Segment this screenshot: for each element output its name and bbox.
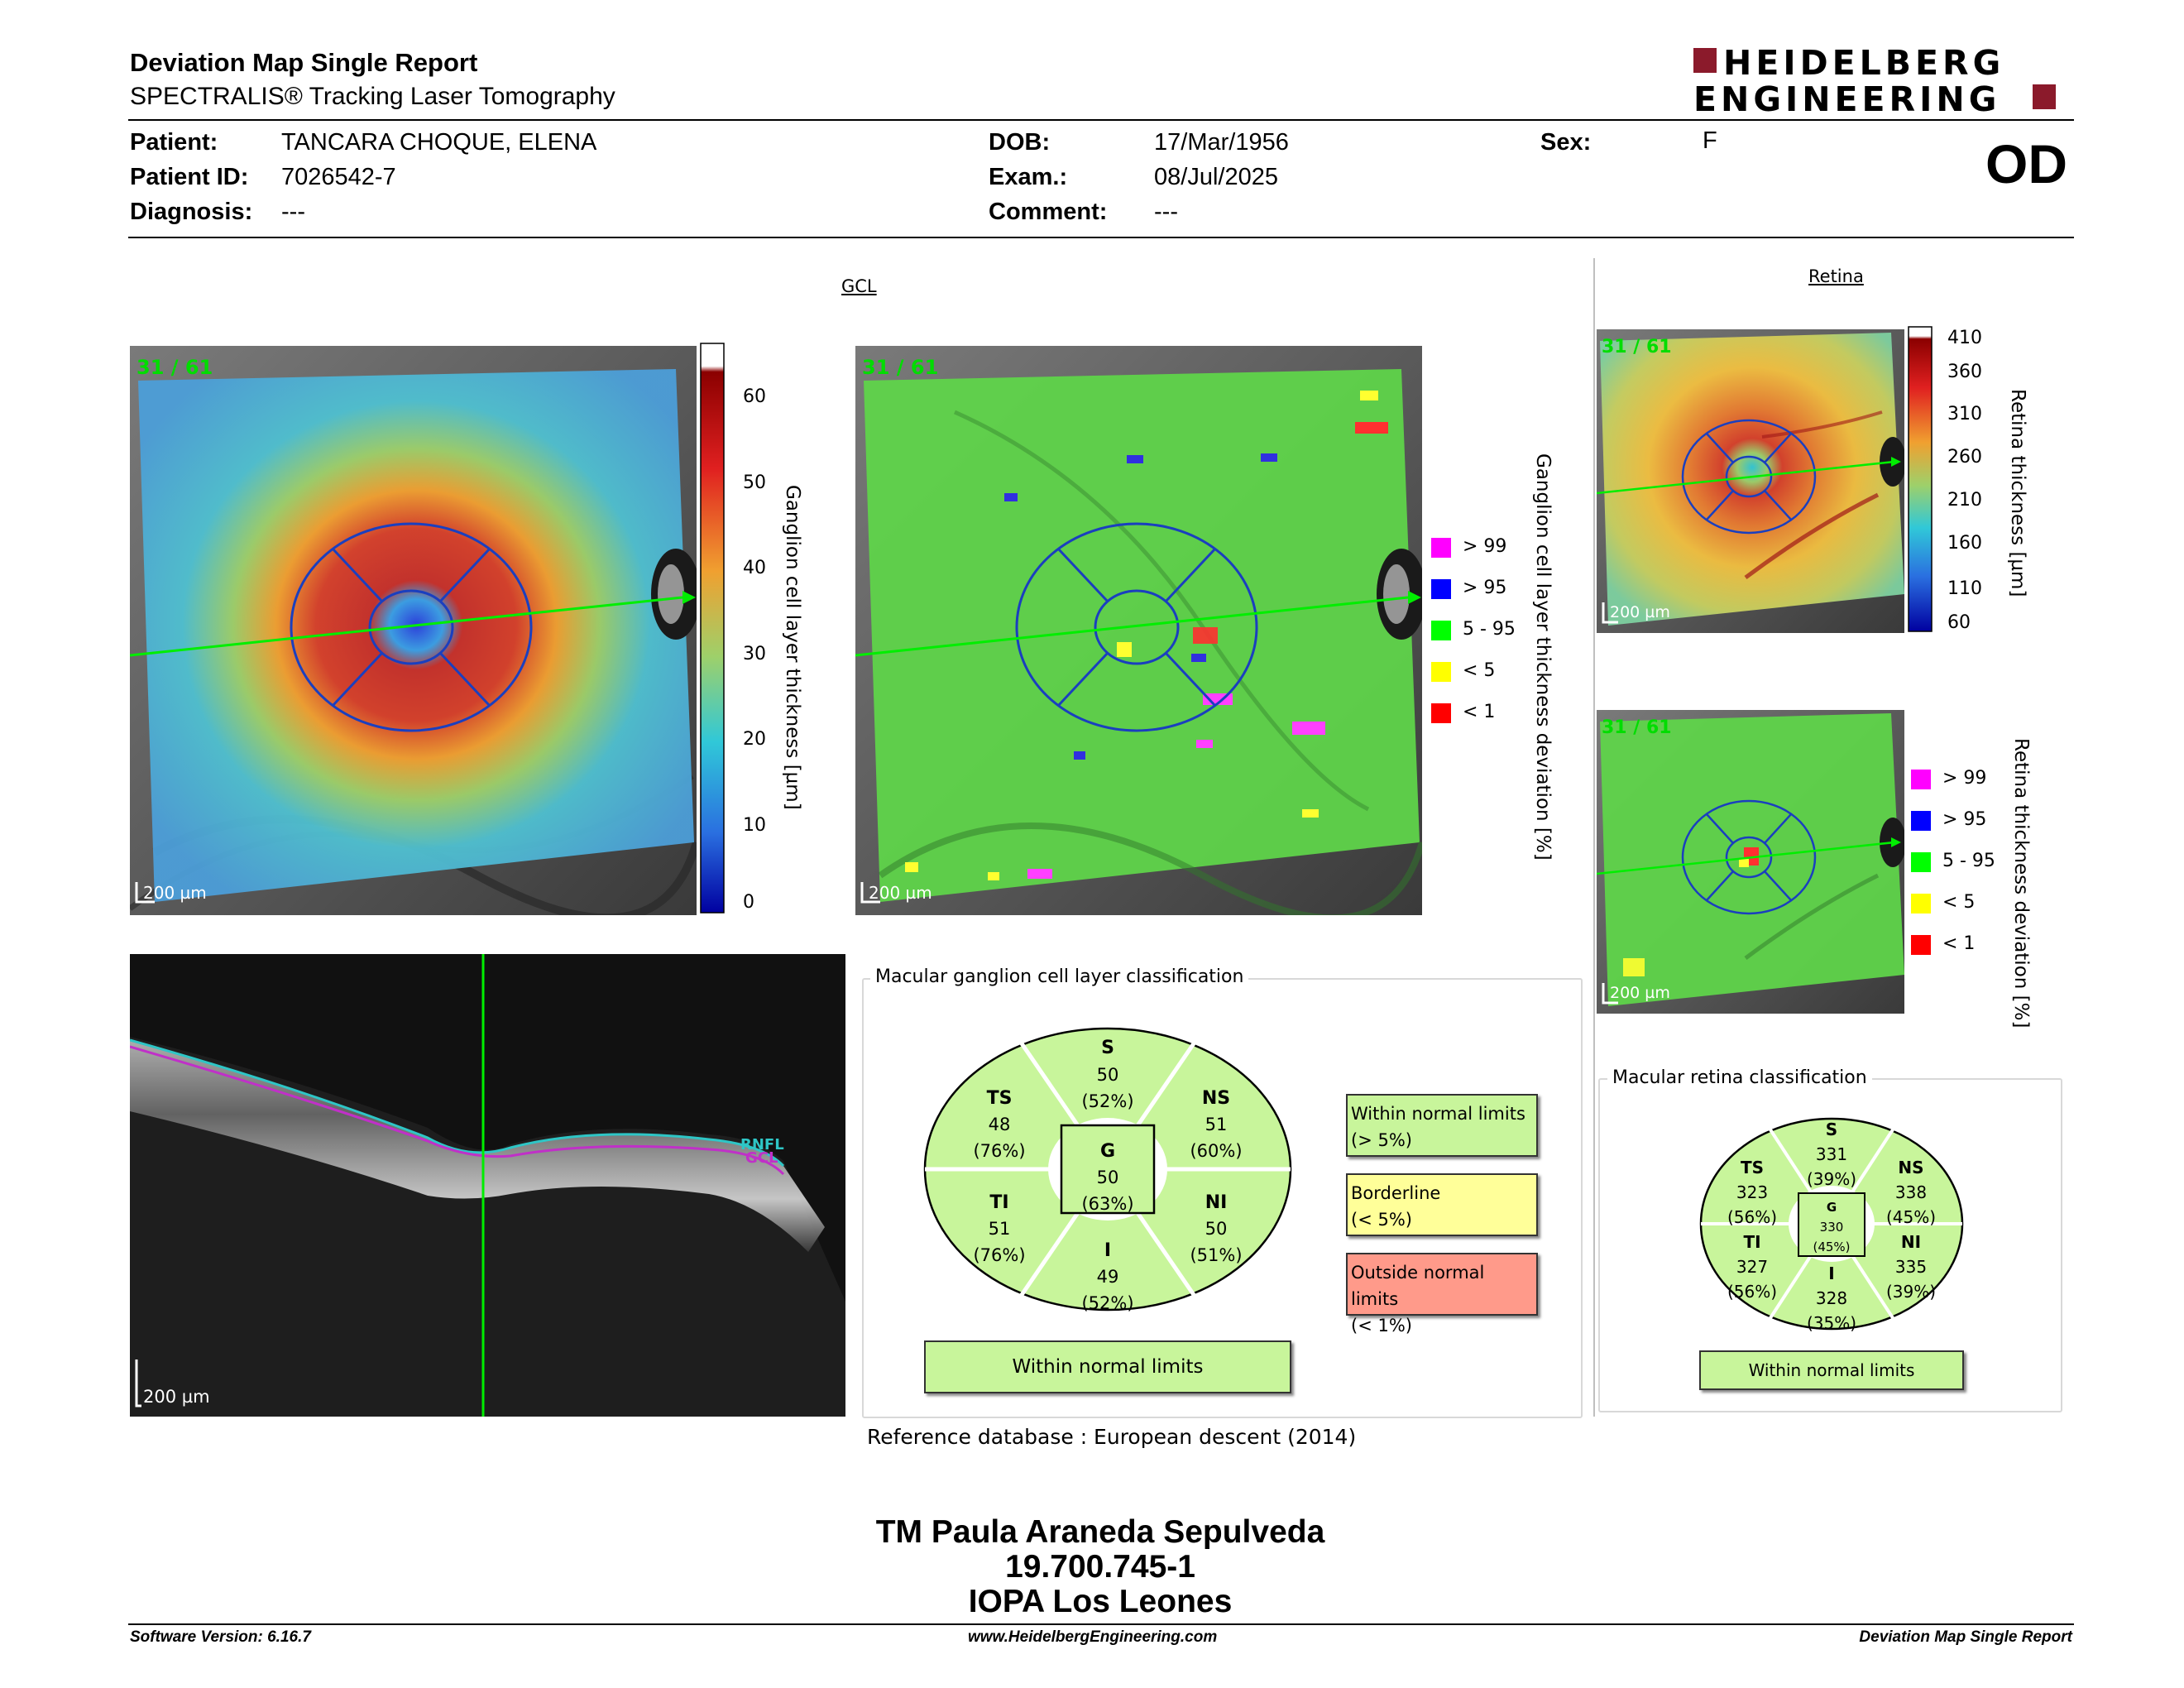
gcl-sector-ti-label: TI [989, 1192, 1009, 1213]
gcl-tick-0: 0 [743, 892, 754, 913]
patient-name: TANCARA CHOQUE, ELENA [281, 129, 597, 156]
retina-sector-g-value: 330 [1819, 1220, 1844, 1235]
gcl-thick-scale-bar: 200 µm [143, 883, 207, 903]
gcl-sector-g-pct: (63%) [1081, 1194, 1134, 1214]
retina-legend-swatch [1911, 852, 1931, 872]
legend-outside-normal [1346, 1253, 1538, 1336]
patient-label: Patient: [130, 129, 218, 156]
signature-name: TM Paula Araneda Sepulveda [875, 1514, 1325, 1550]
gcl-sector-ni-value: 50 [1205, 1219, 1228, 1239]
gcl-sector-i-label: I [1104, 1240, 1112, 1261]
gcl-classification-title: Macular ganglion cell layer classification [870, 966, 1248, 987]
legend-within-normal-range: (> 5%) [1351, 1130, 1412, 1150]
retina-tick-210: 210 [1947, 490, 1982, 511]
footer-divider [128, 1623, 2074, 1625]
retina-sector-s-label: S [1825, 1120, 1838, 1139]
retina-deviation-map [1597, 710, 1904, 1014]
gcl-sector-ti-pct: (76%) [973, 1245, 1026, 1265]
report-title: Deviation Map Single Report [130, 48, 478, 77]
comment-value: --- [1154, 199, 1178, 225]
report-subtitle: SPECTRALIS® Tracking Laser Tomography [130, 83, 615, 110]
gcl-tick-10: 10 [743, 815, 766, 836]
gcl-tick-20: 20 [743, 729, 766, 750]
gcl-legend-swatch [1431, 662, 1451, 682]
retina-sector-ni-value: 335 [1894, 1257, 1928, 1277]
gcl-thickness-map [130, 346, 697, 915]
retina-thick-frame-counter: 31 / 61 [1602, 337, 1672, 357]
retina-sector-chart [1698, 1115, 1966, 1332]
legend-borderline-range: (< 5%) [1351, 1210, 1412, 1230]
signature-org: IOPA Los Leones [968, 1584, 1233, 1619]
retina-classification-title: Macular retina classification [1607, 1067, 1872, 1088]
gcl-thick-frame-counter: 31 / 61 [136, 356, 213, 379]
retina-sector-ts-label: TS [1740, 1158, 1765, 1177]
retina-sector-ns-label: NS [1898, 1158, 1924, 1177]
retina-thickness-axis-label: Retina thickness [µm] [2007, 389, 2028, 597]
oct-bscan [130, 954, 845, 1417]
gcl-sector-ns-value: 51 [1205, 1115, 1228, 1134]
logo-line2: ENGINEERING [1693, 79, 2001, 119]
gcl-legend-swatch [1431, 621, 1451, 640]
diagnosis-label: Diagnosis: [130, 199, 253, 225]
heidelberg-logo [1693, 43, 2074, 121]
retina-sector-ni-pct: (39%) [1885, 1282, 1937, 1302]
retina-tick-160: 160 [1947, 533, 1982, 554]
legend-outside-normal-range: (< 1%) [1351, 1316, 1412, 1336]
gcl-sector-ts-label: TS [986, 1088, 1013, 1109]
patient-id: 7026542-7 [281, 164, 396, 190]
gcl-legend-swatch [1431, 538, 1451, 558]
legend-borderline [1346, 1173, 1538, 1236]
gcl-sector-ti-value: 51 [988, 1219, 1011, 1239]
retina-sector-s-pct: (39%) [1806, 1169, 1857, 1189]
logo-line1: HEIDELBERG [1723, 43, 2005, 83]
logo-square-bottom [2033, 84, 2056, 109]
retina-sector-ts-pct: (56%) [1727, 1207, 1778, 1227]
gcl-sector-ni-pct: (51%) [1190, 1245, 1243, 1265]
gcl-deviation-axis-label: Ganglion cell layer thickness deviation [%] [1532, 453, 1554, 861]
logo-square-top [1693, 48, 1717, 73]
gcl-sector-i-pct: (52%) [1081, 1293, 1134, 1313]
retina-sector-ts-value: 323 [1736, 1182, 1769, 1202]
header-divider [128, 119, 2074, 121]
section-divider [1593, 258, 1595, 1417]
legend-within-normal-label: Within normal limits [1351, 1104, 1525, 1124]
retina-legend-swatch [1911, 770, 1931, 789]
gcl-sector-s-value: 50 [1096, 1065, 1119, 1085]
retina-sector-g-label: G [1826, 1200, 1837, 1215]
gcl-sector-s-pct: (52%) [1081, 1091, 1134, 1111]
software-version: Software Version: 6.16.7 [130, 1628, 311, 1646]
website-link[interactable]: www.HeidelbergEngineering.com [968, 1628, 1218, 1646]
retina-tick-110: 110 [1947, 578, 1982, 599]
gcl-thickness-axis-label: Ganglion cell layer thickness [µm] [782, 485, 803, 810]
exam-value: 08/Jul/2025 [1154, 164, 1278, 190]
gcl-tick-30: 30 [743, 644, 766, 664]
gcl-legend-swatch [1431, 579, 1451, 599]
gcl-sector-i-value: 49 [1096, 1267, 1119, 1287]
retina-legend-swatch [1911, 811, 1931, 831]
signature-id: 19.700.745-1 [1005, 1549, 1195, 1585]
retina-sector-i-label: I [1828, 1264, 1835, 1283]
exam-label: Exam.: [989, 164, 1068, 190]
retina-dev-frame-counter: 31 / 61 [1602, 717, 1672, 738]
legend-within-normal [1346, 1094, 1538, 1157]
gcl-dev-scale-bar: 200 µm [869, 883, 932, 903]
retina-classification-result: Within normal limits [1699, 1350, 1964, 1390]
retina-dev-scale-bar: 200 µm [1610, 984, 1670, 1002]
retina-sector-g-pct: (45%) [1813, 1240, 1851, 1254]
comment-label: Comment: [989, 199, 1108, 225]
footer-report-name: Deviation Map Single Report [1859, 1628, 2072, 1646]
gcl-sector-s-label: S [1101, 1038, 1114, 1058]
retina-thickness-colorbar [1908, 326, 1939, 634]
sex-label: Sex: [1540, 129, 1592, 156]
gcl-deviation-map [855, 346, 1422, 915]
retina-sector-ns-pct: (45%) [1885, 1207, 1937, 1227]
gcl-tick-40: 40 [743, 558, 766, 578]
bscan-gcl-label: GCL [745, 1149, 778, 1167]
gcl-sector-g-label: G [1099, 1141, 1116, 1162]
retina-tick-260: 260 [1947, 447, 1982, 468]
gcl-sector-chart [921, 1024, 1295, 1314]
gcl-sector-ts-value: 48 [988, 1115, 1011, 1134]
gcl-sector-ns-pct: (60%) [1190, 1141, 1243, 1161]
gcl-tick-60: 60 [743, 386, 766, 407]
bscan-scale-bar: 200 µm [143, 1387, 210, 1407]
bscan-rnfl-label: RNFL [740, 1136, 784, 1153]
retina-sector-i-pct: (35%) [1806, 1313, 1857, 1332]
retina-section-title[interactable]: Retina [1808, 266, 1864, 286]
dob-value: 17/Mar/1956 [1154, 129, 1289, 156]
retina-thickness-map [1597, 329, 1904, 633]
diagnosis-value: --- [281, 199, 305, 225]
retina-sector-ti-pct: (56%) [1727, 1282, 1778, 1302]
legend-outside-normal-label: Outside normal limits [1351, 1263, 1485, 1309]
retina-legend-swatch [1911, 935, 1931, 955]
retina-sector-i-value: 328 [1815, 1288, 1848, 1308]
gcl-sector-ns-label: NS [1201, 1088, 1231, 1109]
dob-label: DOB: [989, 129, 1051, 156]
reference-database: Reference database : European descent (2014) [867, 1425, 1357, 1449]
gcl-sector-g-value: 50 [1096, 1168, 1119, 1187]
retina-deviation-axis-label: Retina thickness deviation [%] [2010, 738, 2032, 1029]
eye-indicator: OD [1985, 133, 2067, 194]
retina-sector-ni-label: NI [1900, 1232, 1922, 1252]
gcl-thickness-colorbar [700, 343, 733, 915]
patient-id-label: Patient ID: [130, 164, 249, 190]
gcl-tick-50: 50 [743, 472, 766, 493]
gcl-sector-ni-label: NI [1205, 1192, 1228, 1213]
retina-sector-ti-value: 327 [1736, 1257, 1769, 1277]
gcl-section-title[interactable]: GCL [841, 276, 877, 296]
gcl-sector-ts-pct: (76%) [973, 1141, 1026, 1161]
retina-sector-ns-value: 338 [1894, 1182, 1928, 1202]
gcl-legend-swatch [1431, 703, 1451, 723]
retina-tick-310: 310 [1947, 404, 1982, 424]
retina-sector-s-value: 331 [1815, 1144, 1848, 1164]
sex-value: F [1703, 127, 1717, 154]
legend-borderline-label: Borderline [1351, 1183, 1441, 1203]
retina-tick-60: 60 [1947, 612, 1971, 633]
gcl-dev-frame-counter: 31 / 61 [862, 356, 939, 379]
retina-legend-swatch [1911, 894, 1931, 914]
retina-tick-410: 410 [1947, 328, 1982, 348]
patient-divider [128, 237, 2074, 238]
retina-sector-ti-label: TI [1743, 1232, 1761, 1252]
gcl-classification-result: Within normal limits [924, 1340, 1291, 1393]
retina-tick-360: 360 [1947, 362, 1982, 382]
retina-thick-scale-bar: 200 µm [1610, 603, 1670, 621]
